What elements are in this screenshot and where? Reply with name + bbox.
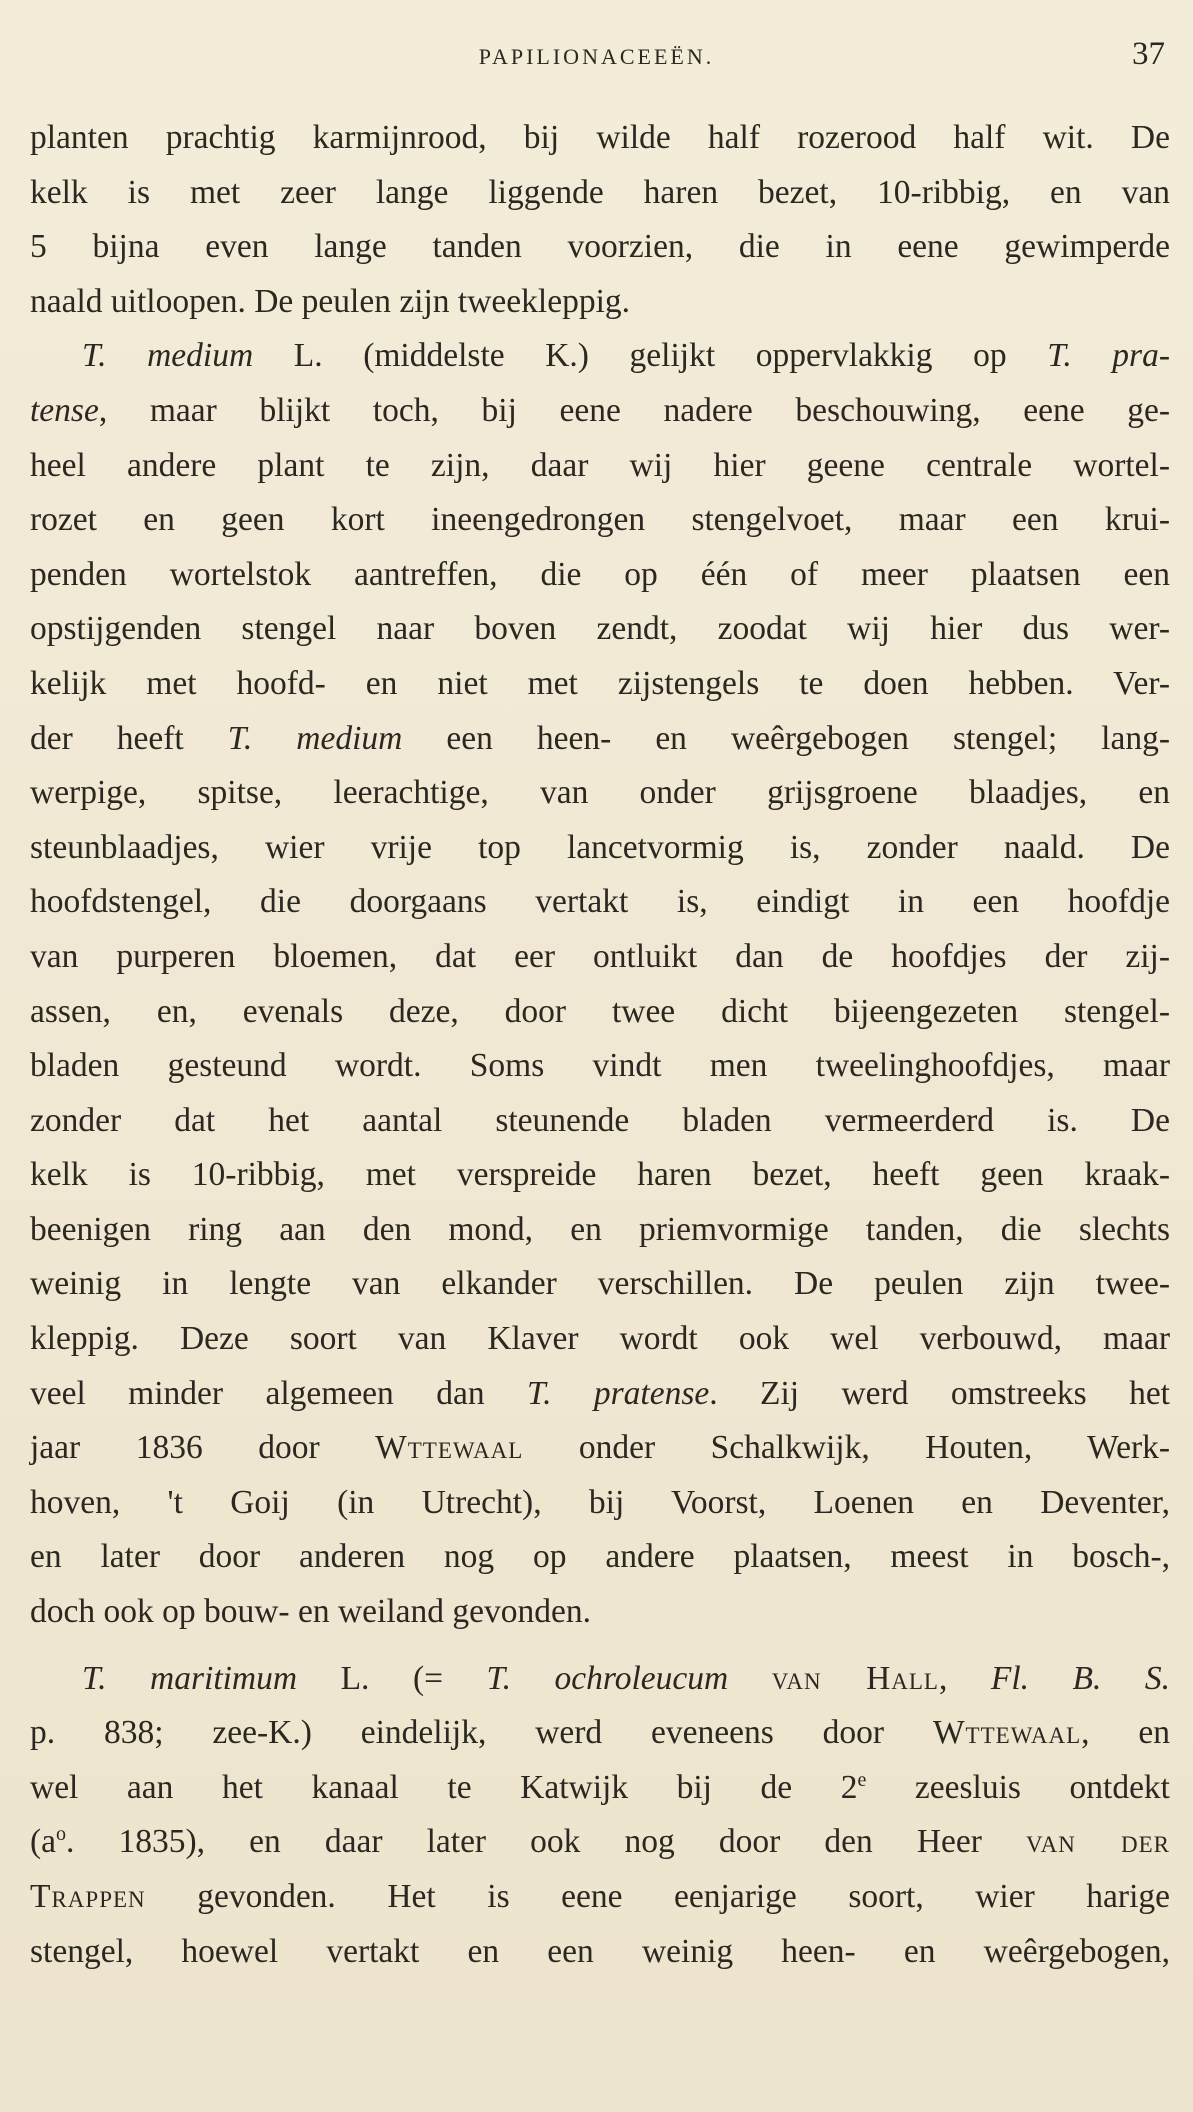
text-line: kleppig. Deze soort van Klaver wordt ook wel verbouwd, maar	[30, 1320, 1170, 1358]
page-number: 37	[1132, 36, 1165, 72]
text-line: doch ook op bouw- en weiland gevonden.	[30, 1593, 591, 1631]
species-name: tense	[30, 391, 99, 429]
text-line: assen, en, evenals deze, door twee dicht bijeengezeten stengel-	[30, 992, 1170, 1030]
text-line: stengel, hoewel vertakt en een weinig heen- en weêrgebogen,	[30, 1932, 1170, 1970]
text-line: beenigen ring aan den mond, en priemvormige tanden, die slechts	[30, 1210, 1170, 1248]
text-line: veel minder algemeen dan T. pratense. Zij werd omstreeks het	[30, 1374, 1170, 1412]
text-line: heel andere plant te zijn, daar wij hier geene centrale wortel-	[30, 446, 1170, 484]
text-line: der heeft T. medium een heen- en weêrgebogen stengel; lang-	[30, 719, 1170, 757]
text-line: penden wortelstok aantreffen, die op één of meer plaatsen een	[30, 555, 1170, 593]
paragraph-1	[30, 111, 1170, 329]
text-line: Trappen gevonden. Het is eene eenjarige soort, wier harige	[30, 1878, 1170, 1915]
text-line: opstijgenden stengel naar boven zendt, zoodat wij hier dus wer-	[30, 610, 1170, 648]
text-line: planten prachtig karmijnrood, bij wilde half rozerood half wit. De	[30, 119, 1170, 156]
text-line: rozet en geen kort ineengedrongen stengelvoet, maar een krui-	[30, 501, 1170, 539]
text-line: naald uitloopen. De peulen zijn tweekleppig.	[30, 282, 631, 320]
species-name: T. pra-	[1047, 337, 1170, 375]
species-name: T. medium	[227, 719, 403, 757]
text-line: hoofdstengel, die doorgaans vertakt is, eindigt in een hoofdje	[30, 883, 1170, 921]
species-name: T. pratense	[526, 1374, 710, 1412]
text-line: werpige, spitse, leerachtige, van onder grijsgroene blaadjes, en	[30, 774, 1170, 812]
citation: Fl. B. S.	[990, 1659, 1171, 1697]
text-line: bladen gesteund wordt. Soms vindt men tweelinghoofdjes, maar	[30, 1047, 1170, 1085]
author-name: Wttewaal	[375, 1429, 524, 1467]
text-line: T. medium L. (middelste K.) gelijkt oppervlakkig op T. pra-	[82, 337, 1170, 375]
text-line: van purperen bloemen, dat eer ontluikt dan de hoofdjes der zij-	[30, 937, 1170, 975]
author-name: Trappen	[30, 1878, 146, 1915]
running-title: PAPILIONACEEËN.	[478, 44, 715, 69]
body-text	[30, 111, 1170, 1979]
text-line: wel aan het kanaal te Katwijk bij de 2e zeesluis ontdekt	[30, 1768, 1170, 1806]
paragraph-t-maritimum	[30, 1652, 1170, 1980]
text-line: en later door anderen nog op andere plaatsen, meest in bosch-,	[30, 1538, 1170, 1576]
text-line: T. maritimum L. (= T. ochroleucum van Hall, Fl. B. S.	[82, 1659, 1171, 1697]
species-name: T. maritimum	[82, 1659, 298, 1697]
text-line: jaar 1836 door Wttewaal onder Schalkwijk, Houten, Werk-	[30, 1429, 1171, 1467]
text-line: p. 838; zee-K.) eindelijk, werd eveneens door Wttewaal, en	[30, 1714, 1170, 1752]
text-line: steunblaadjes, wier vrije top lancetvormig is, zonder naald. De	[30, 828, 1170, 866]
species-name: T. medium	[82, 337, 254, 375]
running-head	[0, 36, 1193, 76]
text-line: kelk is met zeer lange liggende haren bezet, 10-ribbig, en van	[30, 173, 1170, 211]
paragraph-t-medium	[30, 329, 1170, 1639]
text-line: weinig in lengte van elkander verschillen. De peulen zijn twee-	[30, 1265, 1170, 1303]
text-line: kelijk met hoofd- en niet met zijstengels te doen hebben. Ver-	[30, 664, 1170, 702]
species-name: T. ochroleucum	[486, 1659, 729, 1697]
text-line: hoven, 't Goij (in Utrecht), bij Voorst, Loenen en Deventer,	[30, 1483, 1170, 1521]
text-line: tense, maar blijkt toch, bij eene nadere beschouwing, eene ge-	[30, 391, 1170, 429]
text-line: ($a^o$. 1835), en daar later ook nog door den Heer van der	[30, 1823, 1170, 1861]
author-name: van der	[1026, 1823, 1170, 1861]
author-name: van Hall	[771, 1659, 939, 1697]
text-line: zonder dat het aantal steunende bladen vermeerderd is. De	[30, 1101, 1170, 1139]
text-line: kelk is 10-ribbig, met verspreide haren bezet, heeft geen kraak-	[30, 1156, 1170, 1194]
text-line: 5 bijna even lange tanden voorzien, die in eene gewimperde	[30, 228, 1170, 266]
author-name: Wttewaal	[932, 1714, 1082, 1752]
